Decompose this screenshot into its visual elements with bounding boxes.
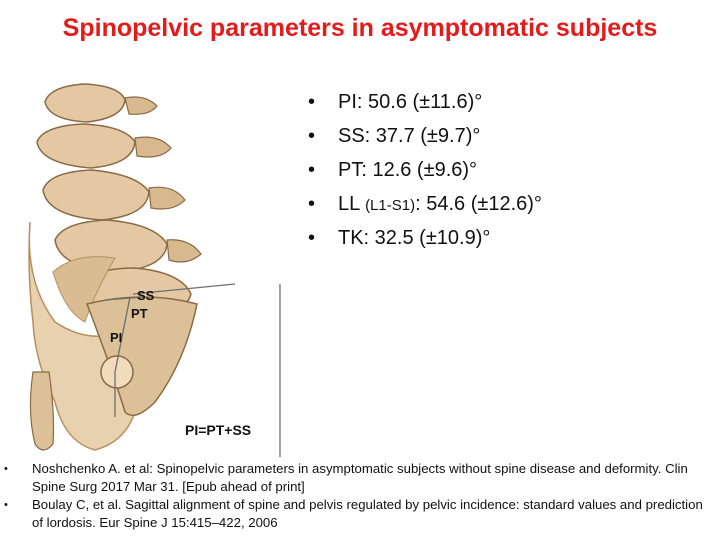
parameter-tk: • TK: 32.5 (±10.9)° (308, 224, 542, 258)
reference-item: • Boulay C, et al. Sagittal alignment of spine and pelvis regulated by pelvic incidence: standard values and prediction of lordosis. Eur Spine J 15:415–422, 2006 (4, 497, 703, 530)
parameter-list (308, 88, 542, 258)
parameter-pt: • PT: 12.6 (±9.6)° (308, 156, 542, 190)
slide-title: Spinopelvic parameters in asymptomatic subjects (62, 14, 658, 42)
spinopelvic-illustration (25, 72, 305, 457)
label-equation: PI=PT+SS (185, 422, 252, 438)
parameter-ll: • LL (L1-S1): 54.6 (±12.6)° (308, 190, 542, 224)
parameter-pi: • PI: 50.6 (±11.6)° (308, 88, 542, 122)
bullet-icon: • (4, 499, 8, 511)
bullet-icon: • (308, 193, 316, 215)
bullet-icon: • (4, 463, 8, 475)
reference-item: • Noshchenko A. et al: Spinopelvic parameters in asymptomatic subjects without spine disease and deformity. Clin Spine Surg 2017 Mar 31. [Epub ahead of print] (4, 461, 688, 494)
label-ss: SS (137, 288, 155, 303)
label-pt: PT (131, 306, 148, 321)
reference-list (0, 460, 720, 532)
bullet-icon: • (308, 227, 316, 249)
parameter-ss: • SS: 37.7 (±9.7)° (308, 122, 542, 156)
bullet-icon: • (308, 125, 316, 147)
bullet-icon: • (308, 159, 316, 181)
bullet-icon: • (308, 91, 316, 113)
label-pi: PI (110, 330, 123, 345)
